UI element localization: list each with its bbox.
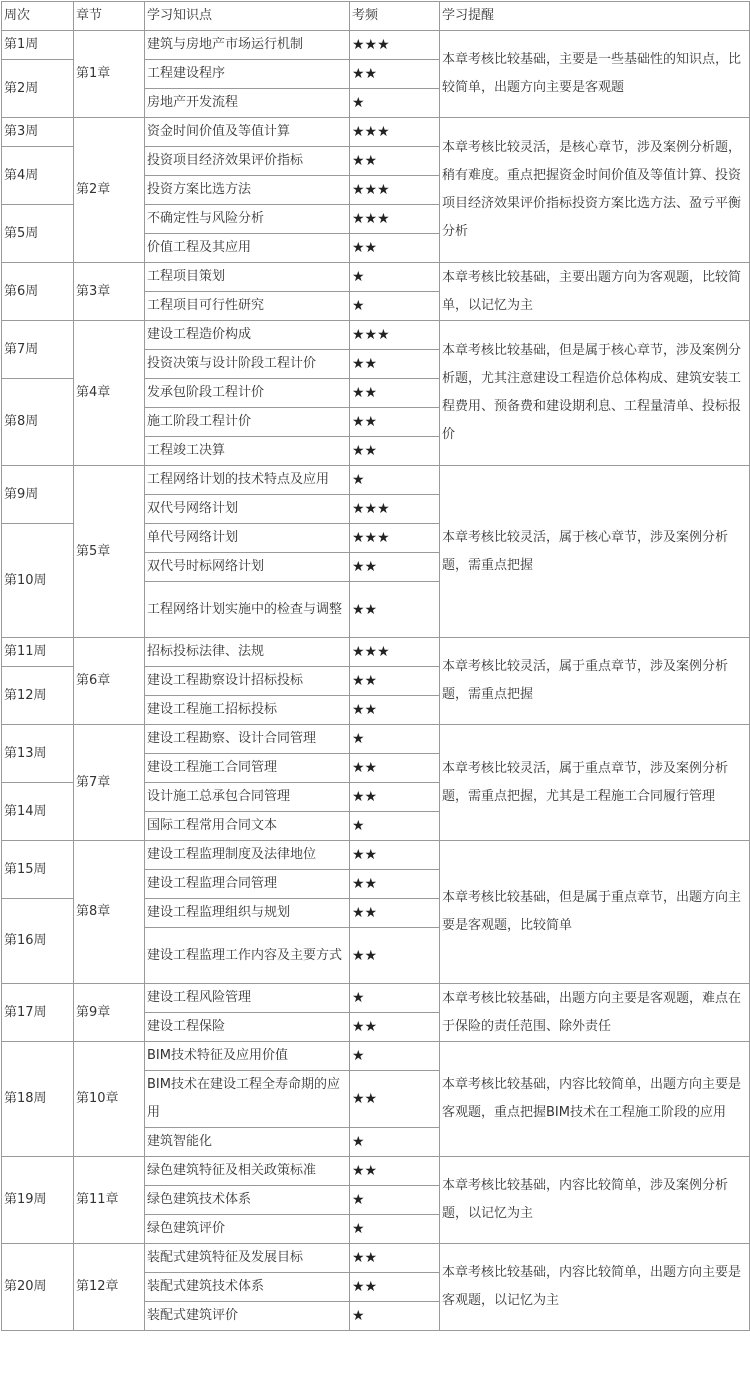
frequency-stars: ★ xyxy=(350,1215,440,1244)
frequency-stars: ★★★ xyxy=(350,31,440,60)
header-study-tip: 学习提醒 xyxy=(440,2,750,31)
topic-cell: 装配式建筑技术体系 xyxy=(145,1273,350,1302)
frequency-stars: ★ xyxy=(350,812,440,841)
frequency-stars: ★ xyxy=(350,1302,440,1331)
week-cell: 第9周 xyxy=(2,466,74,524)
study-tip-cell: 本章考核比较灵活，属于重点章节，涉及案例分析题，需重点把握 xyxy=(440,638,750,725)
frequency-stars: ★★ xyxy=(350,408,440,437)
frequency-stars: ★★ xyxy=(350,234,440,263)
table-row xyxy=(2,321,750,350)
frequency-stars: ★★ xyxy=(350,1013,440,1042)
header-week: 周次 xyxy=(2,2,74,31)
topic-cell: 装配式建筑评价 xyxy=(145,1302,350,1331)
table-row xyxy=(2,1042,750,1071)
frequency-stars: ★★ xyxy=(350,553,440,582)
frequency-stars: ★★ xyxy=(350,667,440,696)
week-cell: 第7周 xyxy=(2,321,74,379)
frequency-stars: ★★ xyxy=(350,783,440,812)
week-cell: 第12周 xyxy=(2,667,74,725)
topic-cell: 建设工程监理组织与规划 xyxy=(145,899,350,928)
frequency-stars: ★★ xyxy=(350,1273,440,1302)
table-row xyxy=(2,1157,750,1186)
table-body xyxy=(2,31,750,1331)
header-frequency: 考频 xyxy=(350,2,440,31)
chapter-cell: 第12章 xyxy=(74,1244,145,1331)
topic-cell: 双代号时标网络计划 xyxy=(145,553,350,582)
table-row xyxy=(2,466,750,495)
chapter-cell: 第9章 xyxy=(74,984,145,1042)
frequency-stars: ★★★ xyxy=(350,176,440,205)
table-row xyxy=(2,263,750,292)
frequency-stars: ★ xyxy=(350,725,440,754)
frequency-stars: ★★★ xyxy=(350,205,440,234)
chapter-cell: 第11章 xyxy=(74,1157,145,1244)
topic-cell: BIM技术在建设工程全寿命期的应用 xyxy=(145,1071,350,1128)
topic-cell: 工程网络计划实施中的检查与调整 xyxy=(145,582,350,638)
week-cell: 第4周 xyxy=(2,147,74,205)
topic-cell: 工程竣工决算 xyxy=(145,437,350,466)
frequency-stars: ★★ xyxy=(350,1157,440,1186)
chapter-cell: 第2章 xyxy=(74,118,145,263)
study-tip-cell: 本章考核比较基础，主要出题方向为客观题，比较简单，以记忆为主 xyxy=(440,263,750,321)
topic-cell: 建设工程施工招标投标 xyxy=(145,696,350,725)
table-row xyxy=(2,841,750,870)
table-row xyxy=(2,984,750,1013)
chapter-cell: 第3章 xyxy=(74,263,145,321)
topic-cell: 双代号网络计划 xyxy=(145,495,350,524)
frequency-stars: ★ xyxy=(350,89,440,118)
week-cell: 第6周 xyxy=(2,263,74,321)
frequency-stars: ★★ xyxy=(350,899,440,928)
week-cell: 第3周 xyxy=(2,118,74,147)
table-row xyxy=(2,725,750,754)
topic-cell: 绿色建筑评价 xyxy=(145,1215,350,1244)
study-tip-cell: 本章考核比较灵活，是核心章节，涉及案例分析题，稍有难度。重点把握资金时间价值及等值计算、投资项目经济效果评价指标投资方案比选方法、盈亏平衡分析 xyxy=(440,118,750,263)
frequency-stars: ★ xyxy=(350,1042,440,1071)
topic-cell: 工程网络计划的技术特点及应用 xyxy=(145,466,350,495)
topic-cell: 建设工程勘察设计招标投标 xyxy=(145,667,350,696)
topic-cell: 建设工程风险管理 xyxy=(145,984,350,1013)
frequency-stars: ★ xyxy=(350,466,440,495)
frequency-stars: ★ xyxy=(350,1128,440,1157)
week-cell: 第1周 xyxy=(2,31,74,60)
topic-cell: 建设工程监理工作内容及主要方式 xyxy=(145,928,350,984)
frequency-stars: ★★ xyxy=(350,582,440,638)
topic-cell: 国际工程常用合同文本 xyxy=(145,812,350,841)
frequency-stars: ★★★ xyxy=(350,495,440,524)
frequency-stars: ★★ xyxy=(350,841,440,870)
topic-cell: 建设工程监理合同管理 xyxy=(145,870,350,899)
frequency-stars: ★★★ xyxy=(350,524,440,553)
study-tip-cell: 本章考核比较灵活，属于重点章节，涉及案例分析题，需重点把握，尤其是工程施工合同履行管理 xyxy=(440,725,750,841)
frequency-stars: ★★ xyxy=(350,437,440,466)
frequency-stars: ★ xyxy=(350,984,440,1013)
topic-cell: 建筑智能化 xyxy=(145,1128,350,1157)
study-tip-cell: 本章考核比较基础，但是属于核心章节，涉及案例分析题，尤其注意建设工程造价总体构成、建筑安装工程费用、预备费和建设期利息、工程量清单、投标报价 xyxy=(440,321,750,466)
chapter-cell: 第1章 xyxy=(74,31,145,118)
topic-cell: 建设工程造价构成 xyxy=(145,321,350,350)
chapter-cell: 第8章 xyxy=(74,841,145,984)
topic-cell: 单代号网络计划 xyxy=(145,524,350,553)
table-row xyxy=(2,31,750,60)
header-row xyxy=(2,2,750,31)
week-cell: 第8周 xyxy=(2,379,74,466)
table-row xyxy=(2,118,750,147)
week-cell: 第5周 xyxy=(2,205,74,263)
week-cell: 第20周 xyxy=(2,1244,74,1331)
frequency-stars: ★★★ xyxy=(350,321,440,350)
week-cell: 第17周 xyxy=(2,984,74,1042)
study-tip-cell: 本章考核比较基础，内容比较简单，出题方向主要是客观题，以记忆为主 xyxy=(440,1244,750,1331)
topic-cell: 价值工程及其应用 xyxy=(145,234,350,263)
week-cell: 第10周 xyxy=(2,524,74,638)
topic-cell: 建设工程监理制度及法律地位 xyxy=(145,841,350,870)
topic-cell: 工程项目策划 xyxy=(145,263,350,292)
frequency-stars: ★★ xyxy=(350,147,440,176)
table-row xyxy=(2,638,750,667)
study-tip-cell: 本章考核比较基础，主要是一些基础性的知识点，比较简单，出题方向主要是客观题 xyxy=(440,31,750,118)
week-cell: 第19周 xyxy=(2,1157,74,1244)
topic-cell: BIM技术特征及应用价值 xyxy=(145,1042,350,1071)
topic-cell: 设计施工总承包合同管理 xyxy=(145,783,350,812)
frequency-stars: ★★★ xyxy=(350,118,440,147)
topic-cell: 施工阶段工程计价 xyxy=(145,408,350,437)
frequency-stars: ★★ xyxy=(350,1244,440,1273)
week-cell: 第11周 xyxy=(2,638,74,667)
topic-cell: 房地产开发流程 xyxy=(145,89,350,118)
week-cell: 第15周 xyxy=(2,841,74,899)
study-plan-table xyxy=(1,1,750,1331)
frequency-stars: ★★★ xyxy=(350,638,440,667)
frequency-stars: ★ xyxy=(350,1186,440,1215)
frequency-stars: ★★ xyxy=(350,870,440,899)
study-tip-cell: 本章考核比较灵活，属于核心章节，涉及案例分析题，需重点把握 xyxy=(440,466,750,638)
topic-cell: 装配式建筑特征及发展目标 xyxy=(145,1244,350,1273)
week-cell: 第2周 xyxy=(2,60,74,118)
chapter-cell: 第5章 xyxy=(74,466,145,638)
topic-cell: 工程项目可行性研究 xyxy=(145,292,350,321)
topic-cell: 绿色建筑特征及相关政策标准 xyxy=(145,1157,350,1186)
topic-cell: 招标投标法律、法规 xyxy=(145,638,350,667)
frequency-stars: ★★ xyxy=(350,350,440,379)
frequency-stars: ★★ xyxy=(350,696,440,725)
week-cell: 第16周 xyxy=(2,899,74,984)
frequency-stars: ★★ xyxy=(350,1071,440,1128)
topic-cell: 资金时间价值及等值计算 xyxy=(145,118,350,147)
topic-cell: 建筑与房地产市场运行机制 xyxy=(145,31,350,60)
frequency-stars: ★★ xyxy=(350,60,440,89)
chapter-cell: 第4章 xyxy=(74,321,145,466)
chapter-cell: 第6章 xyxy=(74,638,145,725)
topic-cell: 绿色建筑技术体系 xyxy=(145,1186,350,1215)
frequency-stars: ★★ xyxy=(350,379,440,408)
topic-cell: 投资方案比选方法 xyxy=(145,176,350,205)
table-row xyxy=(2,1244,750,1273)
study-tip-cell: 本章考核比较基础，内容比较简单，涉及案例分析题，以记忆为主 xyxy=(440,1157,750,1244)
study-tip-cell: 本章考核比较基础，但是属于重点章节，出题方向主要是客观题，比较简单 xyxy=(440,841,750,984)
week-cell: 第13周 xyxy=(2,725,74,783)
header-topic: 学习知识点 xyxy=(145,2,350,31)
frequency-stars: ★ xyxy=(350,292,440,321)
topic-cell: 投资决策与设计阶段工程计价 xyxy=(145,350,350,379)
topic-cell: 发承包阶段工程计价 xyxy=(145,379,350,408)
study-tip-cell: 本章考核比较基础，内容比较简单，出题方向主要是客观题，重点把握BIM技术在工程施工阶段的应用 xyxy=(440,1042,750,1157)
chapter-cell: 第7章 xyxy=(74,725,145,841)
week-cell: 第14周 xyxy=(2,783,74,841)
header-chapter: 章节 xyxy=(74,2,145,31)
frequency-stars: ★★ xyxy=(350,754,440,783)
chapter-cell: 第10章 xyxy=(74,1042,145,1157)
topic-cell: 建设工程勘察、设计合同管理 xyxy=(145,725,350,754)
topic-cell: 工程建设程序 xyxy=(145,60,350,89)
week-cell: 第18周 xyxy=(2,1042,74,1157)
frequency-stars: ★★ xyxy=(350,928,440,984)
study-tip-cell: 本章考核比较基础，出题方向主要是客观题，难点在于保险的责任范围、除外责任 xyxy=(440,984,750,1042)
frequency-stars: ★ xyxy=(350,263,440,292)
topic-cell: 投资项目经济效果评价指标 xyxy=(145,147,350,176)
topic-cell: 建设工程保险 xyxy=(145,1013,350,1042)
topic-cell: 不确定性与风险分析 xyxy=(145,205,350,234)
topic-cell: 建设工程施工合同管理 xyxy=(145,754,350,783)
